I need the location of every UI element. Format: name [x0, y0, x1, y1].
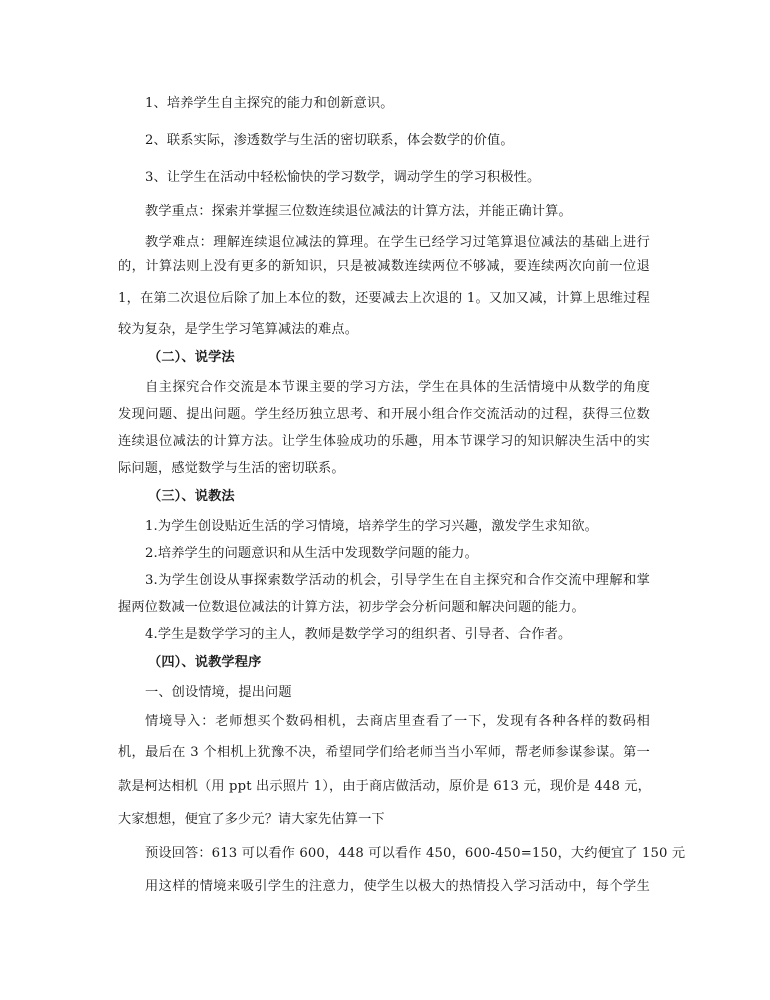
- goal-3: 3、让学生在活动中轻松愉快的学习数学，调动学生的学习积极性。: [145, 170, 541, 185]
- preset-answer: 预设回答：613 可以看作 600，448 可以看作 450，600-450=150，大约便宜了 150 元: [145, 846, 686, 861]
- teaching-method-4: 4.学生是数学学习的主人，教师是数学学习的组织者、引导者、合作者。: [145, 627, 572, 642]
- scenario-line-1: 情境导入：老师想买个数码相机，去商店里查看了一下，发现有各种各样的数码相: [145, 714, 650, 729]
- difficulty-line-2: 的，计算法则上没有更多的新知识，只是被减数连续两位不够减，要连续两次向前一位退: [118, 259, 650, 274]
- learning-method-line-3: 连续退位减法的计算方法。让学生体验成功的乐趣，用本节课学习的知识解决生活中的实: [118, 434, 650, 449]
- teaching-method-2: 2.培养学生的问题意识和从生活中发现数学问题的能力。: [145, 546, 478, 561]
- section-2-title: （二）、说学法: [148, 350, 235, 365]
- step-1-title: 一、创设情境，提出问题: [145, 685, 292, 700]
- scenario-line-4: 大家想想，便宜了多少元？请大家先估算一下: [118, 812, 385, 827]
- scenario-line-3: 款是柯达相机（用 ppt 出示照片 1），由于商店做活动，原价是 613 元，现价是 448 元，: [118, 779, 652, 794]
- difficulty-line-1: 教学难点：理解连续退位减法的算理。在学生已经学习过笔算退位减法的基础上进行: [145, 235, 650, 250]
- teaching-method-3-line-1: 3.为学生创设从事探索数学活动的机会，引导学生在自主探究和合作交流中理解和掌: [145, 573, 650, 588]
- scenario-line-2: 机，最后在 3 个相机上犹豫不决，希望同学们给老师当当小军师，帮老师参谋参谋。第一: [118, 745, 650, 760]
- goal-2: 2、联系实际，渗透数学与生活的密切联系，体会数学的价值。: [145, 133, 514, 148]
- teaching-method-3-line-2: 握两位数减一位数退位减法的计算方法，初步学会分析问题和解决问题的能力。: [118, 600, 585, 615]
- goal-1: 1、培养学生自主探究的能力和创新意识。: [145, 96, 394, 111]
- learning-method-line-1: 自主探究合作交流是本节课主要的学习方法，学生在具体的生活情境中从数学的角度: [145, 380, 650, 395]
- difficulty-line-3: 1，在第二次退位后除了加上本位的数，还要减去上次退的 1。又加又减，计算上思维过程: [118, 291, 650, 306]
- learning-method-line-2: 发现问题、提出问题。学生经历独立思考、和开展小组合作交流活动的过程，获得三位数: [118, 407, 650, 422]
- key-point: 教学重点：探索并掌握三位数连续退位减法的计算方法，并能正确计算。: [145, 204, 572, 219]
- section-3-title: （三）、说教法: [148, 489, 235, 504]
- learning-method-line-4: 际问题，感觉数学与生活的密切联系。: [118, 461, 345, 476]
- closing-line: 用这样的情境来吸引学生的注意力，使学生以极大的热情投入学习活动中，每个学生: [145, 879, 650, 894]
- difficulty-line-4: 较为复杂，是学生学习笔算减法的难点。: [118, 322, 359, 337]
- teaching-method-1: 1.为学生创设贴近生活的学习情境，培养学生的学习兴趣，激发学生求知欲。: [145, 519, 599, 534]
- section-4-title: （四）、说教学程序: [148, 655, 262, 670]
